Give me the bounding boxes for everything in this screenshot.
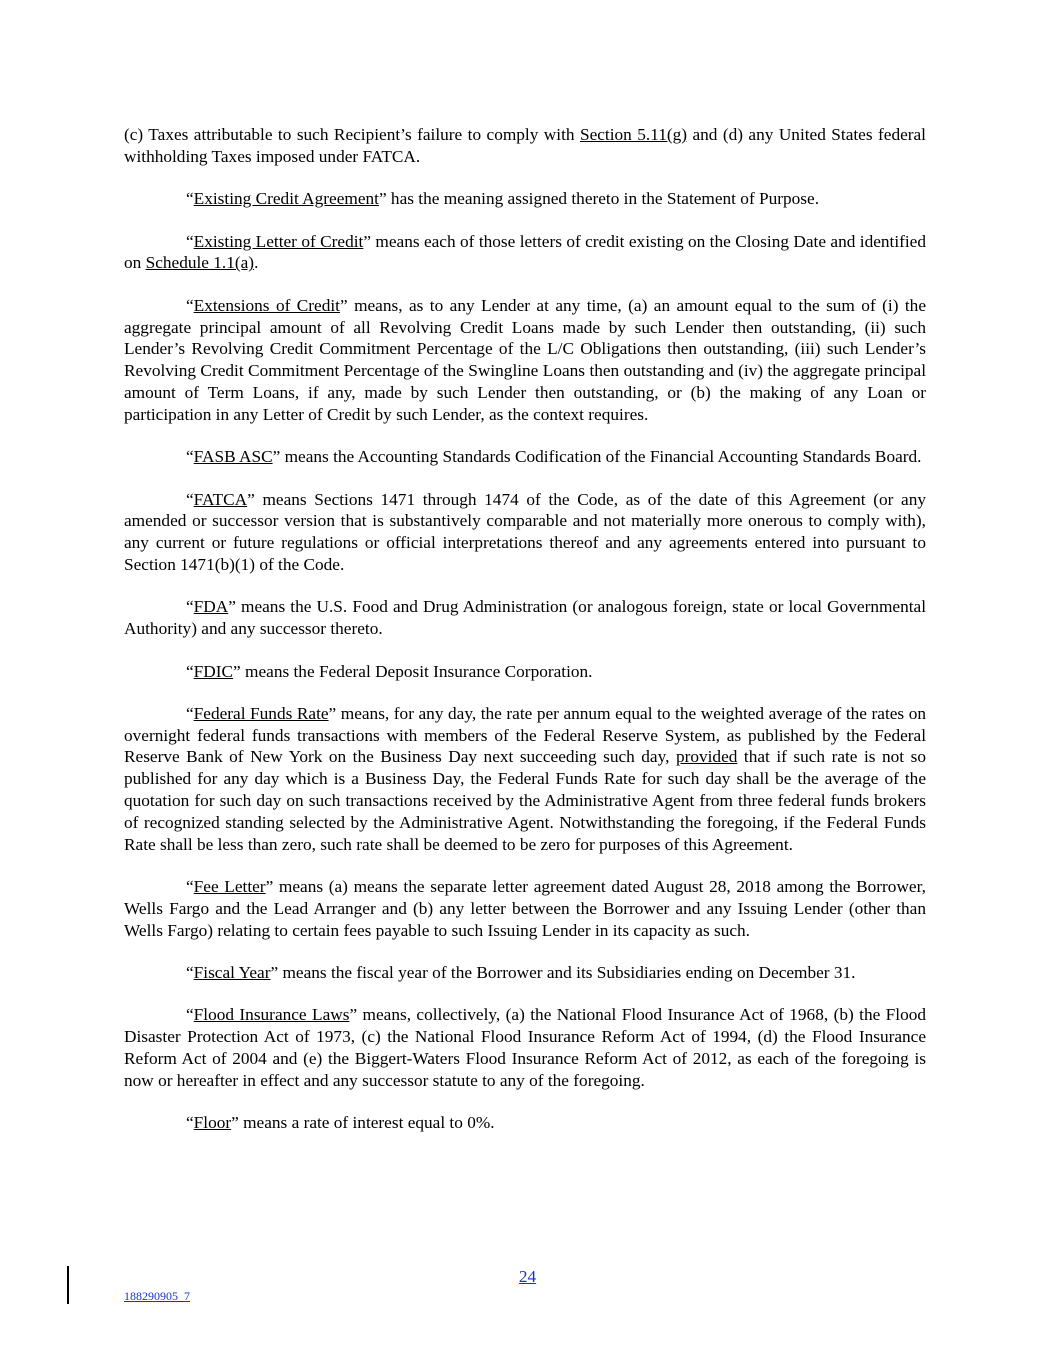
definition-text: ” means each of those letters of credit existing on the Closing Date and identified on (124, 231, 926, 273)
defined-term: FATCA (193, 489, 248, 509)
open-quote: “ (186, 661, 194, 681)
defined-term: FASB ASC (193, 447, 273, 467)
defined-term: Existing Credit Agreement (193, 189, 379, 209)
definition-fdic (124, 661, 926, 683)
defined-term: Fee Letter (193, 877, 266, 897)
open-quote: “ (186, 489, 194, 509)
definition-text: ” means the U.S. Food and Drug Administration (or analogous foreign, state or local Governmental Authority) and any successor thereto. (124, 597, 926, 639)
definition-text: ” means the Accounting Standards Codification of the Financial Accounting Standards Board. (272, 447, 922, 467)
document-page (124, 124, 926, 1155)
schedule-reference-link[interactable]: Schedule 1.1(a) (145, 253, 255, 273)
definition-text: ” means the Federal Deposit Insurance Corporation. (233, 661, 593, 681)
definition-existing-letter-of-credit (124, 231, 926, 275)
definition-text: ” means Sections 1471 through 1474 of the Code, as of the date of this Agreement (or any amended or successor version that is substantively comparable and not materially more onerous to comply with), any current or future regulations or official interpretations thereof and any agreements entered into pursuant to Section 1471(b)(1) of the Code. (124, 489, 926, 574)
definition-existing-credit-agreement (124, 188, 926, 210)
definition-fatca (124, 489, 926, 576)
open-quote: “ (186, 877, 194, 897)
definition-text: ” means, collectively, (a) the National Flood Insurance Act of 1968, (b) the Flood Disaster Protection Act of 1973, (c) the National Flood Insurance Reform Act of 1994, (d) the Flood Insurance Reform Act of 2004 and (e) the Biggert-Waters Flood Insurance Reform Act of 2012, as each of the foregoing is now or hereafter in effect and any successor statute to any of the foregoing. (124, 1005, 927, 1090)
text: and (d) any United States federal withholding Taxes imposed under FATCA. (124, 125, 926, 166)
definition-flood-insurance-laws (124, 1004, 926, 1091)
definition-fasb-asc (124, 446, 926, 468)
definition-text: ” means a rate of interest equal to 0%. (231, 1113, 495, 1133)
definition-extensions-of-credit (124, 295, 926, 426)
defined-term: Fiscal Year (193, 963, 271, 983)
definition-federal-funds-rate (124, 703, 926, 856)
definition-text: ” means (a) means the separate letter agreement dated August 28, 2018 among the Borrower, Wells Fargo and the Lead Arranger and (b) any letter between the Borrower and any Issuing Lender (other than Wells Fargo) relating to certain fees payable to such Issuing Lender in its capacity as such. (124, 877, 926, 940)
open-quote: “ (186, 597, 194, 617)
open-quote: “ (186, 703, 194, 723)
definition-text: ” means, as to any Lender at any time, (a) an amount equal to the sum of (i) the aggregate principal amount of all Revolving Credit Loans made by such Lender then outstanding, (ii) such Lender’s Revolving Credit Commitment Percentage of the L/C Obligations then outstanding, (iii) such Lender’s Revolving Credit Commitment Percentage of the Swingline Loans then outstanding and (iv) the aggregate principal amount of Term Loans, if any, made by such Lender then outstanding, or (b) the making of any Loan or participation in any Letter of Credit by such Lender, as the context requires. (124, 295, 926, 424)
defined-term: FDIC (193, 661, 234, 681)
definition-fiscal-year (124, 962, 926, 984)
provided-keyword: provided (675, 747, 738, 767)
defined-term: FDA (193, 597, 229, 617)
open-quote: “ (186, 189, 194, 209)
defined-term: Existing Letter of Credit (193, 231, 364, 251)
page-number[interactable]: 24 (518, 1267, 537, 1286)
definition-text: that if such rate is not so published for any day which is a Business Day, the Federal Funds Rate for such day shall be the average of the quotation for such day on such transactions received by the Administrative Agent from three federal funds brokers of recognized standing selected by the Administrative Agent. Notwithstanding the foregoing, if the Federal Funds Rate shall be less than zero, such rate shall be deemed to be zero for purposes of this Agreement. (124, 747, 926, 854)
defined-term: Floor (193, 1113, 232, 1133)
definition-text: ” means, for any day, the rate per annum equal to the weighted average of the rates on overnight federal funds transactions with members of the Federal Reserve System, as published by the Federal Reserve Bank of New York on the Business Day next succeeding such day, (124, 703, 926, 767)
open-quote: “ (186, 963, 194, 983)
document-id[interactable]: 188290905_7 (124, 1289, 190, 1303)
defined-term: Extensions of Credit (193, 295, 340, 315)
definition-text: . (254, 253, 259, 273)
section-reference-link[interactable]: Section 5.11(g) (579, 125, 688, 144)
definition-text: ” has the meaning assigned thereto in the Statement of Purpose. (378, 189, 820, 209)
open-quote: “ (186, 447, 194, 467)
text: (c) Taxes attributable to such Recipient’s failure to comply with (124, 125, 580, 144)
open-quote: “ (186, 1113, 194, 1133)
defined-term: Federal Funds Rate (193, 703, 329, 723)
defined-term: Flood Insurance Laws (193, 1005, 350, 1025)
open-quote: “ (186, 295, 194, 315)
definition-text: ” means the fiscal year of the Borrower and its Subsidiaries ending on December 31. (270, 963, 856, 983)
definition-fee-letter (124, 876, 926, 941)
definition-floor (124, 1112, 926, 1134)
definition-fda (124, 596, 926, 640)
open-quote: “ (186, 231, 194, 251)
paragraph-taxes-continuation (124, 124, 926, 168)
open-quote: “ (186, 1005, 194, 1025)
